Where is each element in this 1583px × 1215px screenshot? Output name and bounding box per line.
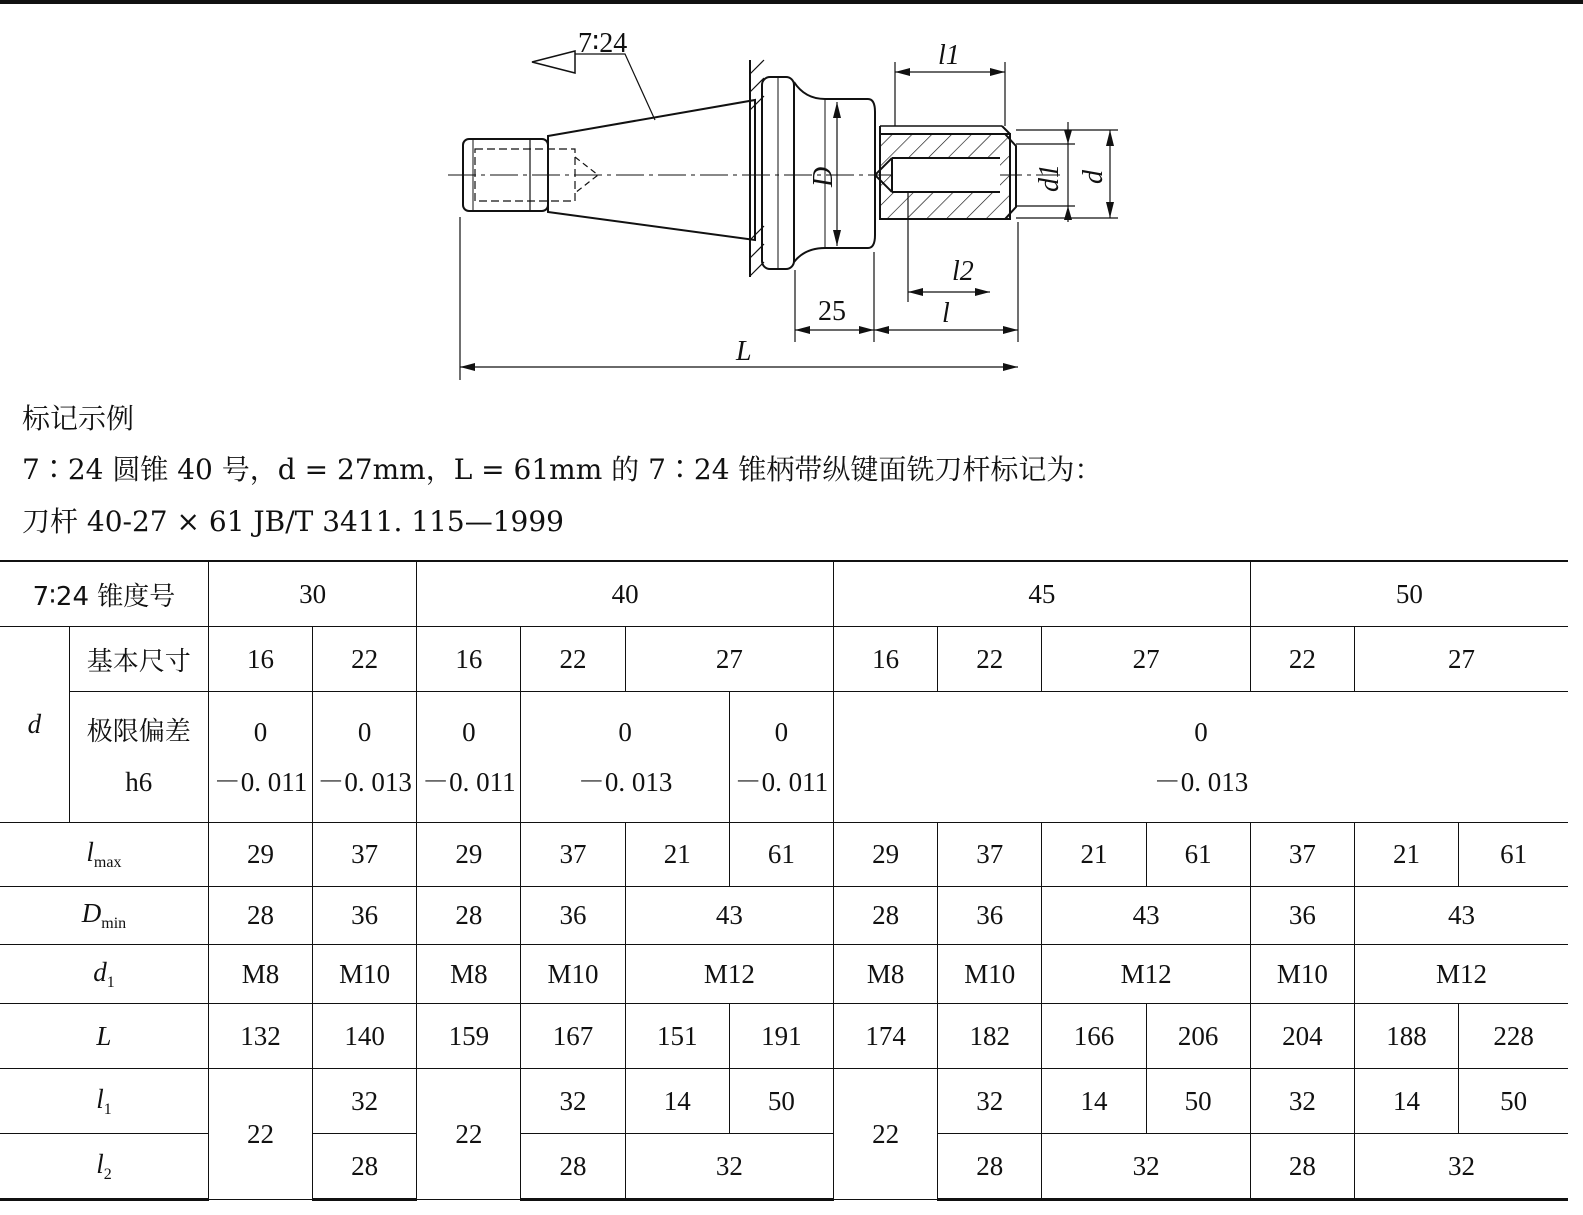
tolerance-grade: h6 [125, 767, 153, 797]
tolerance-label-cell [69, 692, 208, 823]
table-row [0, 945, 1568, 1004]
tolerance-cell [729, 692, 833, 823]
table-row [0, 1004, 1568, 1069]
table-cell: 28 [313, 1134, 417, 1200]
tolerance-cell [521, 692, 729, 823]
table-cell: 132 [208, 1004, 312, 1069]
dim-d-label: d [1078, 170, 1109, 184]
table-row [0, 627, 1568, 692]
taper-cone [548, 100, 755, 240]
table-cell: M12 [1042, 945, 1250, 1004]
table-cell: 36 [521, 887, 625, 945]
table-cell: 43 [1042, 887, 1250, 945]
table-cell: 151 [625, 1004, 729, 1069]
taper-group-30: 30 [208, 561, 416, 627]
table-cell: 167 [521, 1004, 625, 1069]
d1-row-label: $d_1$ [0, 945, 208, 1004]
tolerance-cell [834, 692, 1568, 823]
table-cell: 37 [313, 823, 417, 887]
taper-group-40: 40 [417, 561, 834, 627]
table-cell: 32 [1250, 1069, 1354, 1134]
l1-subscript: 1 [103, 1100, 112, 1118]
table-cell: 174 [834, 1004, 938, 1069]
table-cell: 36 [938, 887, 1042, 945]
table-cell: 29 [834, 823, 938, 887]
l1-row-label: $l_1$ [0, 1069, 208, 1134]
table-cell: 29 [208, 823, 312, 887]
top-rule [0, 0, 1583, 4]
spec-table [0, 560, 1568, 1201]
marking-example-line: 7∶24 圆锥 40 号，d = 27mm，L = 61mm 的 7∶24 锥柄带纵键面铣刀杆标记为： [22, 453, 1103, 486]
lmax-row-label: $l_{max}$ [0, 823, 208, 887]
table-cell: 32 [1042, 1134, 1250, 1200]
dim-l-label: l [942, 298, 950, 329]
tolerance-upper: 0 [1194, 717, 1208, 747]
table-cell: 16 [208, 627, 312, 692]
tolerance-label: 极限偏差 [86, 717, 191, 747]
table-cell: 21 [1042, 823, 1146, 887]
table-cell: 22 [1250, 627, 1354, 692]
table-cell: 27 [1354, 627, 1568, 692]
l2-subscript: 2 [103, 1165, 112, 1183]
table-cell: 50 [729, 1069, 833, 1134]
table-cell: 22 [313, 627, 417, 692]
tolerance-lower: －0. 011 [213, 767, 308, 797]
table-cell: 61 [1146, 823, 1250, 887]
table-cell: 22 [521, 627, 625, 692]
d-row-label: d [0, 627, 69, 823]
table-cell: 22 [208, 1069, 312, 1200]
dim-l2-label: l2 [952, 256, 974, 287]
table-cell: 61 [1459, 823, 1568, 887]
table-cell: 206 [1146, 1004, 1250, 1069]
table-cell: 28 [1250, 1134, 1354, 1200]
table-cell: 188 [1354, 1004, 1458, 1069]
table-row [0, 887, 1568, 945]
table-cell: 37 [521, 823, 625, 887]
tolerance-lower: －0. 013 [1153, 767, 1249, 797]
marking-example-heading: 标记示例 [22, 402, 135, 435]
dmin-subscript: min [101, 915, 127, 932]
table-cell: M10 [313, 945, 417, 1004]
table-cell: 43 [1354, 887, 1568, 945]
table-cell: 14 [625, 1069, 729, 1134]
taper-group-45: 45 [834, 561, 1251, 627]
taper-group-50: 50 [1250, 561, 1568, 627]
d1-subscript: 1 [106, 973, 115, 991]
table-cell: 140 [313, 1004, 417, 1069]
dim-d1-label: d1 [1034, 164, 1065, 192]
table-cell: 50 [1459, 1069, 1568, 1134]
table-cell: 14 [1042, 1069, 1146, 1134]
table-row [0, 561, 1568, 627]
table-cell: 36 [1250, 887, 1354, 945]
table-cell: 32 [938, 1069, 1042, 1134]
table-row [0, 692, 1568, 823]
table-cell: 22 [834, 1069, 938, 1200]
marking-designation: 刀杆 40-27 × 61 JB/T 3411. 115—1999 [22, 505, 564, 538]
table-cell: M8 [208, 945, 312, 1004]
l2-row-label: $l_2$ [0, 1134, 208, 1200]
dim-D-label: D [808, 166, 839, 187]
table-cell: M8 [417, 945, 521, 1004]
table-cell: 16 [417, 627, 521, 692]
dim-25-label: 25 [818, 296, 846, 327]
tolerance-upper: 0 [462, 717, 476, 747]
table-cell: 166 [1042, 1004, 1146, 1069]
table-cell: 32 [625, 1134, 833, 1200]
table-row [0, 823, 1568, 887]
dim-L-label: L [736, 336, 752, 367]
table-cell: 204 [1250, 1004, 1354, 1069]
tolerance-lower: －0. 013 [577, 767, 673, 797]
dmin-row-label: $D_{min}$ [0, 887, 208, 945]
tolerance-upper: 0 [774, 717, 789, 747]
table-cell: 27 [1042, 627, 1250, 692]
tolerance-upper: 0 [253, 717, 268, 747]
table-cell: 36 [313, 887, 417, 945]
table-cell: 21 [625, 823, 729, 887]
table-cell: 28 [417, 887, 521, 945]
table-cell: 37 [938, 823, 1042, 887]
table-cell: 14 [1354, 1069, 1458, 1134]
table-cell: 182 [938, 1004, 1042, 1069]
basic-size-label: 基本尺寸 [69, 627, 208, 692]
tolerance-cell [313, 692, 417, 823]
table-cell: 22 [417, 1069, 521, 1200]
tolerance-cell [208, 692, 312, 823]
tolerance-lower: －0. 013 [317, 767, 412, 797]
table-cell: 28 [521, 1134, 625, 1200]
lmax-subscript: max [93, 854, 122, 871]
table-row [0, 1069, 1568, 1134]
table-cell: 191 [729, 1004, 833, 1069]
table-cell: 27 [625, 627, 833, 692]
table-cell: 32 [1354, 1134, 1568, 1200]
table-cell: 22 [938, 627, 1042, 692]
table-cell: 159 [417, 1004, 521, 1069]
table-cell: M12 [625, 945, 833, 1004]
table-cell: 43 [625, 887, 833, 945]
table-cell: M10 [521, 945, 625, 1004]
table-cell: M12 [1354, 945, 1568, 1004]
L-row-label: L [0, 1004, 208, 1069]
tolerance-cell [417, 692, 521, 823]
table-cell: 16 [834, 627, 938, 692]
tolerance-lower: －0. 011 [734, 767, 829, 797]
arbor-drawing [430, 22, 1130, 387]
table-cell: 29 [417, 823, 521, 887]
tolerance-lower: －0. 011 [422, 767, 516, 797]
tolerance-upper: 0 [618, 717, 632, 747]
table-cell: 28 [834, 887, 938, 945]
table-cell: 28 [938, 1134, 1042, 1200]
table-cell: 32 [521, 1069, 625, 1134]
taper-ratio-label: 7∶24 [578, 28, 628, 59]
table-cell: M10 [1250, 945, 1354, 1004]
table-cell: 50 [1146, 1069, 1250, 1134]
table-cell: 28 [208, 887, 312, 945]
table-cell: 228 [1459, 1004, 1568, 1069]
table-cell: 32 [313, 1069, 417, 1134]
table-cell: 21 [1354, 823, 1458, 887]
table-cell: M8 [834, 945, 938, 1004]
dim-l1-label: l1 [938, 40, 960, 71]
table-cell: 61 [729, 823, 833, 887]
table-cell: 37 [1250, 823, 1354, 887]
table-cell: M10 [938, 945, 1042, 1004]
taper-number-header: 7∶24 锥度号 [0, 561, 208, 627]
tolerance-upper: 0 [357, 717, 372, 747]
